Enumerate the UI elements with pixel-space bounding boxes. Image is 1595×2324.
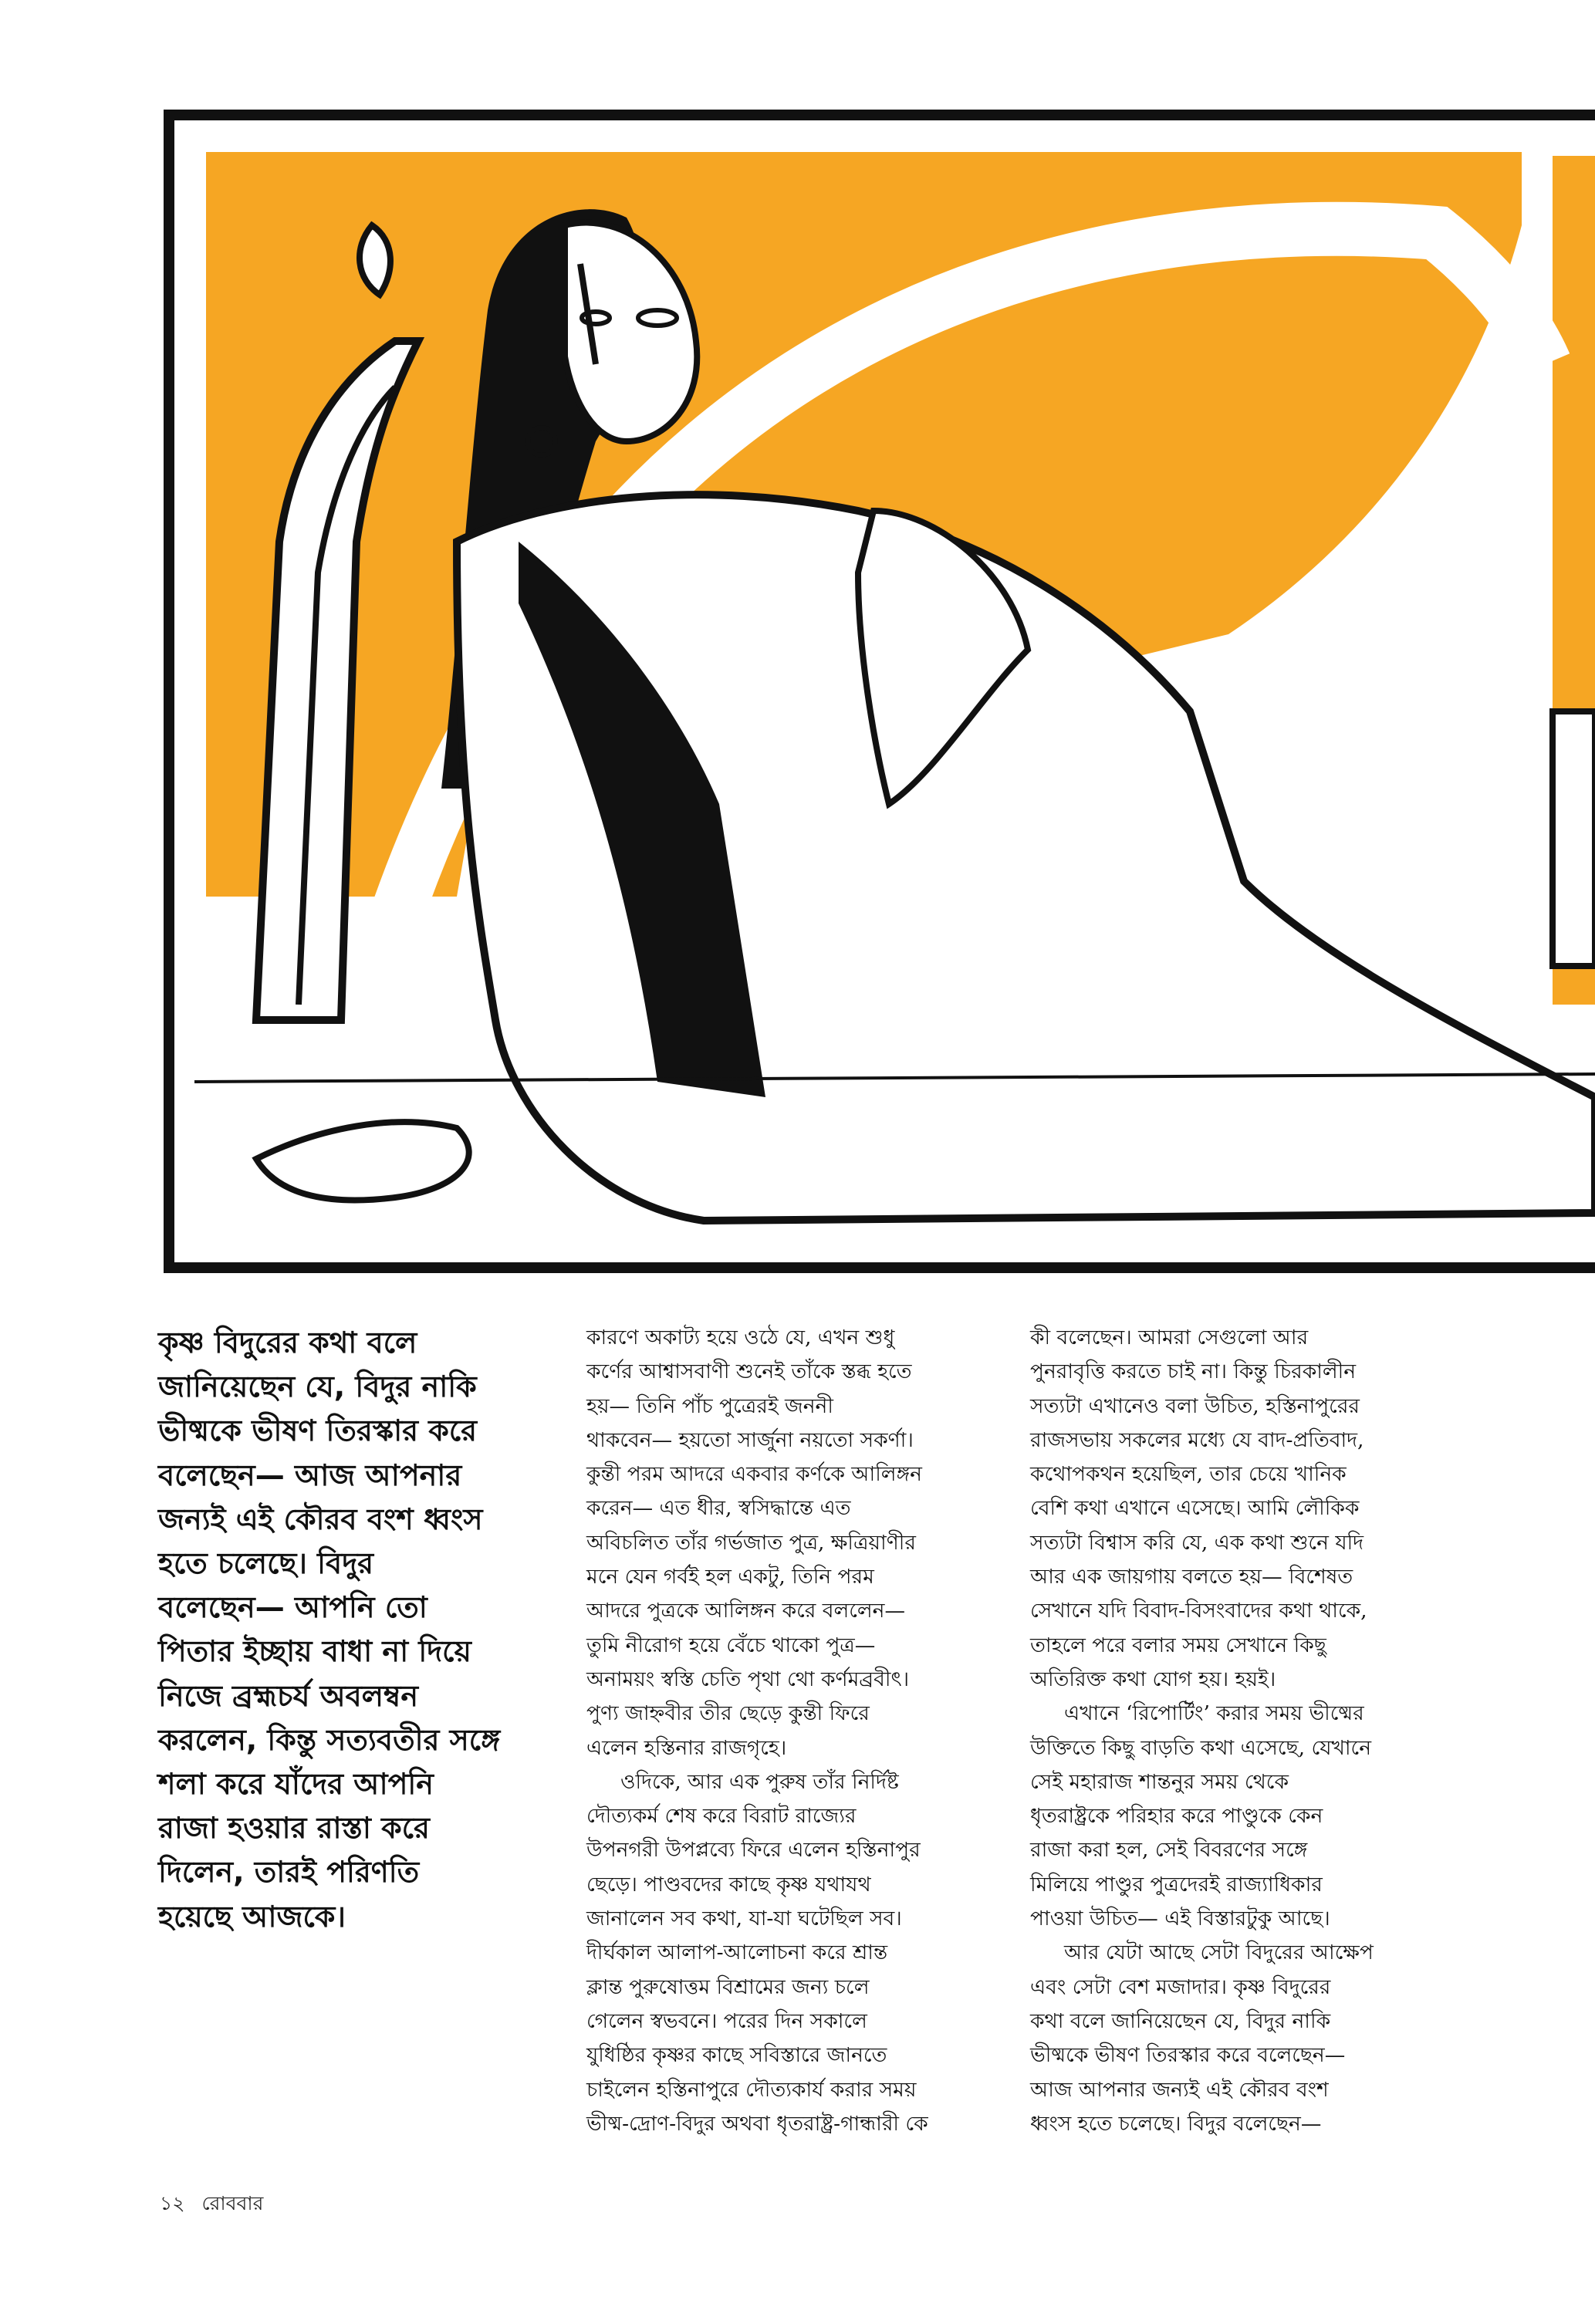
text-line: কর্ণের আশ্বাসবাণী শুনেই তাঁকে স্তব্ধ হতে <box>586 1360 912 1384</box>
text-line: মিলিয়ে পাণ্ডুর পুত্রদেরই রাজ্যাধিকার <box>1030 1872 1323 1897</box>
pull-quote <box>158 1321 540 1939</box>
text-line: করলেন, কিন্তু সত্যবতীর সঙ্গে <box>158 1722 501 1757</box>
text-line: অনাময়ং স্বস্তি চেতি পৃথা থো কর্ণমব্রবীৎ। <box>586 1667 910 1691</box>
text-line: দীর্ঘকাল আলাপ-আলোচনা করে শ্রান্ত <box>586 1941 888 1965</box>
text-line: ওদিকে, আর এক পুরুষ তাঁর নির্দিষ্ট <box>620 1769 899 1794</box>
text-line: ভীষ্মকে ভীষণ তিরস্কার করে <box>158 1414 478 1448</box>
text-line: ভীষ্মকে ভীষণ তিরস্কার করে বলেছেন— <box>1030 2043 1346 2068</box>
text-line: সত্যটা এখানেও বলা উচিত, হস্তিনাপুরের <box>1030 1393 1360 1418</box>
text-line: চাইলেন হস্তিনাপুরে দৌত্যকার্য করার সময় <box>586 2077 917 2102</box>
text-line: রাজসভায় সকলের মধ্যে যে বাদ-প্রতিবাদ, <box>1030 1427 1364 1452</box>
text-line: উপনগরী উপপ্লব্যে ফিরে এলেন হস্তিনাপুর <box>586 1838 921 1863</box>
text-line: বলেছেন— আপনি তো <box>158 1590 427 1625</box>
text-line: কথোপকথন হয়েছিল, তার চেয়ে খানিক <box>1030 1462 1347 1487</box>
text-line: এবং সেটা বেশ মজাদার। কৃষ্ণ বিদুরের <box>1030 1974 1331 1999</box>
body-column-2 <box>586 1321 995 2141</box>
text-line: কৃষ্ণ বিদুরের কথা বলে <box>158 1326 417 1360</box>
text-line: বেশি কথা এখানে এসেছে। আমি লৌকিক <box>1030 1496 1360 1521</box>
text-line: সত্যটা বিশ্বাস করি যে, এক কথা শুনে যদি <box>1030 1530 1364 1555</box>
text-line: মনে যেন গর্বই হল একটু, তিনি পরম <box>586 1565 874 1589</box>
text-line: হয়েছে আজকে। <box>158 1899 346 1934</box>
page-number: ১২ <box>160 2192 185 2214</box>
text-line: ধ্বংস হতে চলেছে। বিদুর বলেছেন— <box>1030 2111 1322 2136</box>
text-line: কথা বলে জানিয়েছেন যে, বিদুর নাকি <box>1030 2008 1331 2033</box>
text-line: অবিচলিত তাঁর গর্ভজাত পুত্র, ক্ষত্রিয়াণীর <box>586 1530 916 1555</box>
page-footer <box>160 2188 274 2221</box>
text-line: জন্যই এই কৌরব বংশ ধ্বংস <box>158 1501 483 1536</box>
text-line: পুণ্য জাহ্নবীর তীর ছেড়ে কুন্তী ফিরে <box>586 1701 870 1726</box>
illustration-panel <box>164 110 1595 1273</box>
jar-shape <box>1553 711 1595 966</box>
text-line: পাওয়া উচিত— এই বিস্তারটুকু আছে। <box>1030 1907 1330 1931</box>
text-line: দৌত্যকর্ম শেষ করে বিরাট রাজ্যের <box>586 1804 857 1829</box>
text-line: আজ আপনার জন্যই এই কৌরব বংশ <box>1030 2077 1329 2102</box>
text-line: পিতার ইচ্ছায় বাধা না দিয়ে <box>158 1634 471 1669</box>
text-line: জানিয়েছেন যে, বিদুর নাকি <box>158 1370 477 1404</box>
text-line: এখানে ‘রিপোর্টিং’ করার সময় ভীষ্মের <box>1064 1701 1364 1726</box>
text-line: সেখানে যদি বিবাদ-বিসংবাদের কথা থাকে, <box>1030 1599 1367 1623</box>
publication-name: রোববার <box>201 2192 264 2214</box>
text-line: আদরে পুত্রকে আলিঙ্গন করে বললেন— <box>586 1599 905 1623</box>
text-line: ধৃতরাষ্ট্রকে পরিহার করে পাণ্ডুকে কেন <box>1030 1804 1323 1829</box>
text-line: রাজা করা হল, সেই বিবরণের সঙ্গে <box>1030 1838 1308 1863</box>
text-line: সেই মহারাজ শান্তনুর সময় থেকে <box>1030 1769 1289 1794</box>
text-line: হতে চলেছে। বিদুর <box>158 1546 374 1581</box>
text-line: তাহলে পরে বলার সময় সেখানে কিছু <box>1030 1633 1326 1657</box>
text-line: শলা করে যাঁদের আপনি <box>158 1767 434 1802</box>
text-line: ছেড়ে। পাণ্ডবদের কাছে কৃষ্ণ যথাযথ <box>586 1872 871 1897</box>
text-line: করেন— এত ধীর, স্বসিদ্ধান্তে এত <box>586 1496 851 1521</box>
text-line: জানালেন সব কথা, যা-যা ঘটেছিল সব। <box>586 1907 902 1931</box>
text-line: কুন্তী পরম আদরে একবার কর্ণকে আলিঙ্গন <box>586 1462 922 1487</box>
text-line: কারণে অকাট্য হয়ে ওঠে যে, এখন শুধু <box>586 1326 895 1349</box>
text-line: আর যেটা আছে সেটা বিদুরের আক্ষেপ <box>1064 1941 1374 1965</box>
text-line: ক্লান্ত পুরুষোত্তম বিশ্রামের জন্য চলে <box>586 1974 870 1999</box>
text-line: নিজে ব্রহ্মচর্য অবলম্বন <box>158 1678 419 1713</box>
text-line: উক্তিতে কিছু বাড়তি কথা এসেছে, যেখানে <box>1030 1735 1372 1760</box>
text-line: দিলেন, তারই পরিণতি <box>158 1855 420 1890</box>
text-line: অতিরিক্ত কথা যোগ হয়। হয়ই। <box>1030 1667 1276 1691</box>
text-line: যুধিষ্ঠির কৃষ্ণর কাছে সবিস্তারে জানতে <box>586 2043 887 2068</box>
text-line: পুনরাবৃত্তি করতে চাই না। কিন্তু চিরকালীন <box>1030 1360 1357 1384</box>
text-line: কী বলেছেন। আমরা সেগুলো আর <box>1030 1326 1309 1349</box>
text-line: বলেছেন— আজ আপনার <box>158 1458 462 1492</box>
text-line: হয়— তিনি পাঁচ পুত্রেরই জননী <box>586 1393 833 1418</box>
text-line: থাকবেন— হয়তো সার্জুনা নয়তো সকর্ণা। <box>586 1427 914 1452</box>
text-line: রাজা হওয়ার রাস্তা করে <box>158 1811 430 1846</box>
text-line: ভীষ্ম-দ্রোণ-বিদুর অথবা ধৃতরাষ্ট্র-গান্ধারী কে <box>586 2111 928 2136</box>
body-column-3 <box>1030 1321 1451 2141</box>
text-line: তুমি নীরোগ হয়ে বেঁচে থাকো পুত্র— <box>586 1633 876 1657</box>
text-line: এলেন হস্তিনার রাজগৃহে। <box>586 1735 787 1760</box>
seated-figure-illustration <box>164 110 1595 1273</box>
text-line: আর এক জায়গায় বলতে হয়— বিশেষত <box>1030 1565 1353 1589</box>
text-line: গেলেন স্বভবনে। পরের দিন সকালে <box>586 2008 867 2033</box>
